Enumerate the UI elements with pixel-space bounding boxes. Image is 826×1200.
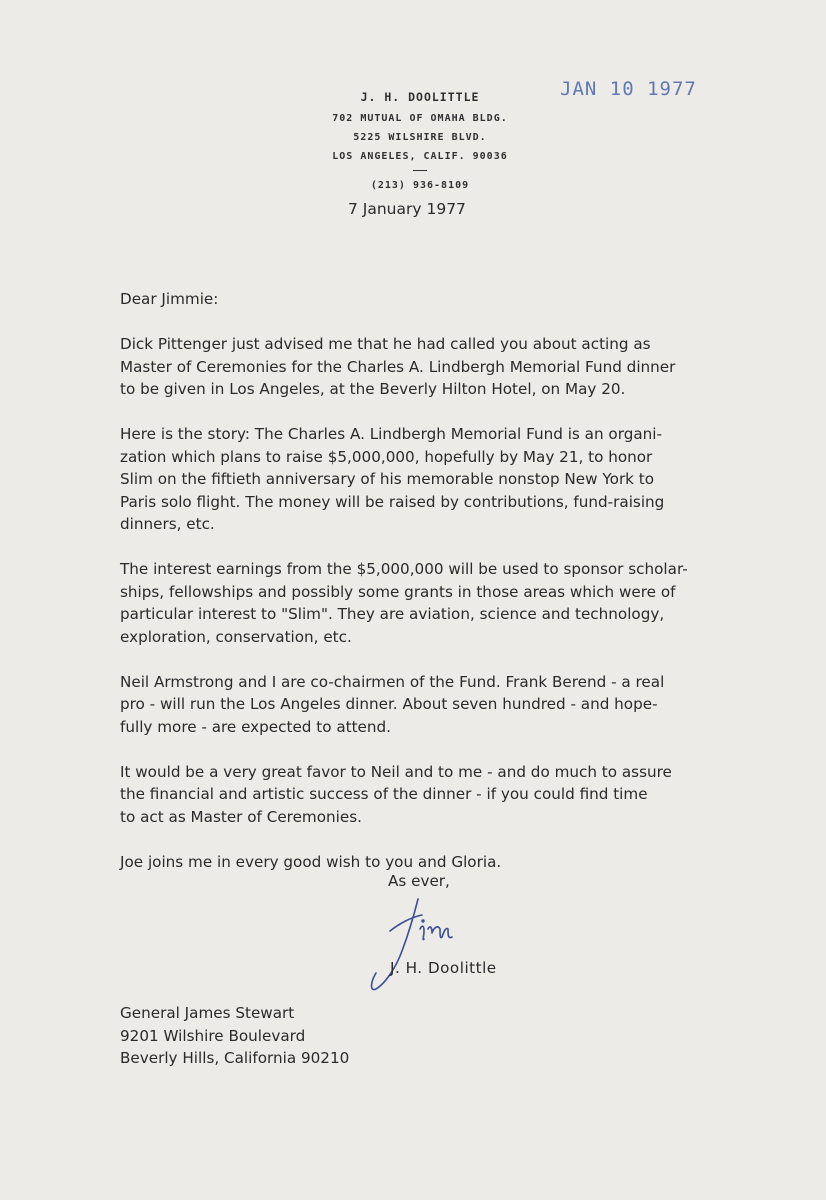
paragraph-fund-story [120, 423, 720, 536]
salutation: Dear Jimmie: [120, 290, 219, 308]
paragraph-line: Paris solo flight. The money will be raised by contributions, fund-raising [120, 492, 665, 511]
paragraph-line: Master of Ceremonies for the Charles A. Lindbergh Memorial Fund dinner [120, 357, 676, 376]
paragraph-line: Joe joins me in every good wish to you and Gloria. [120, 852, 502, 871]
paragraph-line: Here is the story: The Charles A. Lindbergh Memorial Fund is an organi- [120, 425, 662, 443]
letterhead-address-line-3: LOS ANGELES, CALIF. 90036 [332, 151, 508, 162]
letterhead-address-line-2: 5225 WILSHIRE BLVD. [353, 132, 487, 143]
paragraph-line: exploration, conservation, etc. [120, 627, 352, 646]
received-date-stamp: JAN 10 1977 [560, 78, 697, 100]
paragraph-favor-request [120, 761, 720, 829]
paragraph-line: ships, fellowships and possibly some grants in those areas which were of [120, 582, 676, 601]
letter-date: 7 January 1977 [348, 200, 466, 218]
paragraph-line: dinners, etc. [120, 515, 215, 533]
paragraph-line: zation which plans to raise $5,000,000, hopefully by May 21, to honor [120, 447, 653, 466]
recipient-name: General James Stewart [120, 1004, 295, 1022]
paragraph-line: to be given in Los Angeles, at the Beverly Hilton Hotel, on May 20. [120, 380, 626, 398]
letterhead-name: J. H. DOOLITTLE [360, 90, 480, 104]
paragraph-line: pro - will run the Los Angeles dinner. About seven hundred - and hope- [120, 695, 658, 713]
paragraph-line: Slim on the fiftieth anniversary of his memorable nonstop New York to [120, 470, 655, 488]
letterhead-address-line-1: 702 MUTUAL OF OMAHA BLDG. [332, 113, 508, 124]
paragraph-line: Dick Pittenger just advised me that he had called you about acting as [120, 335, 651, 353]
paragraph-line: to act as Master of Ceremonies. [120, 807, 362, 826]
paragraph-interest-earnings [120, 558, 720, 648]
letterhead-divider [413, 170, 427, 171]
paragraph-good-wishes [120, 851, 720, 874]
closing: As ever, [388, 872, 450, 890]
paragraph-line: the financial and artistic success of the dinner - if you could find time [120, 785, 648, 803]
handwritten-signature [360, 885, 470, 995]
letterhead [300, 90, 540, 191]
recipient-street: 9201 Wilshire Boulevard [120, 1026, 306, 1045]
recipient-city: Beverly Hills, California 90210 [120, 1049, 350, 1067]
recipient-address [120, 1002, 349, 1070]
paragraph-line: The interest earnings from the $5,000,000 will be used to sponsor scholar- [120, 560, 688, 578]
letterhead-phone: (213) 936-8109 [370, 180, 470, 191]
paragraph-line: Neil Armstrong and I are co-chairmen of the Fund. Frank Berend - a real [120, 672, 665, 691]
paragraph-co-chairmen [120, 671, 720, 739]
paragraph-mc-request [120, 333, 720, 401]
paragraph-line: fully more - are expected to attend. [120, 717, 391, 736]
letter-body [120, 288, 720, 896]
paragraph-line: particular interest to "Slim". They are aviation, science and technology, [120, 605, 665, 623]
paragraph-line: It would be a very great favor to Neil and to me - and do much to assure [120, 762, 672, 781]
signer-name: J. H. Doolittle [390, 959, 497, 977]
